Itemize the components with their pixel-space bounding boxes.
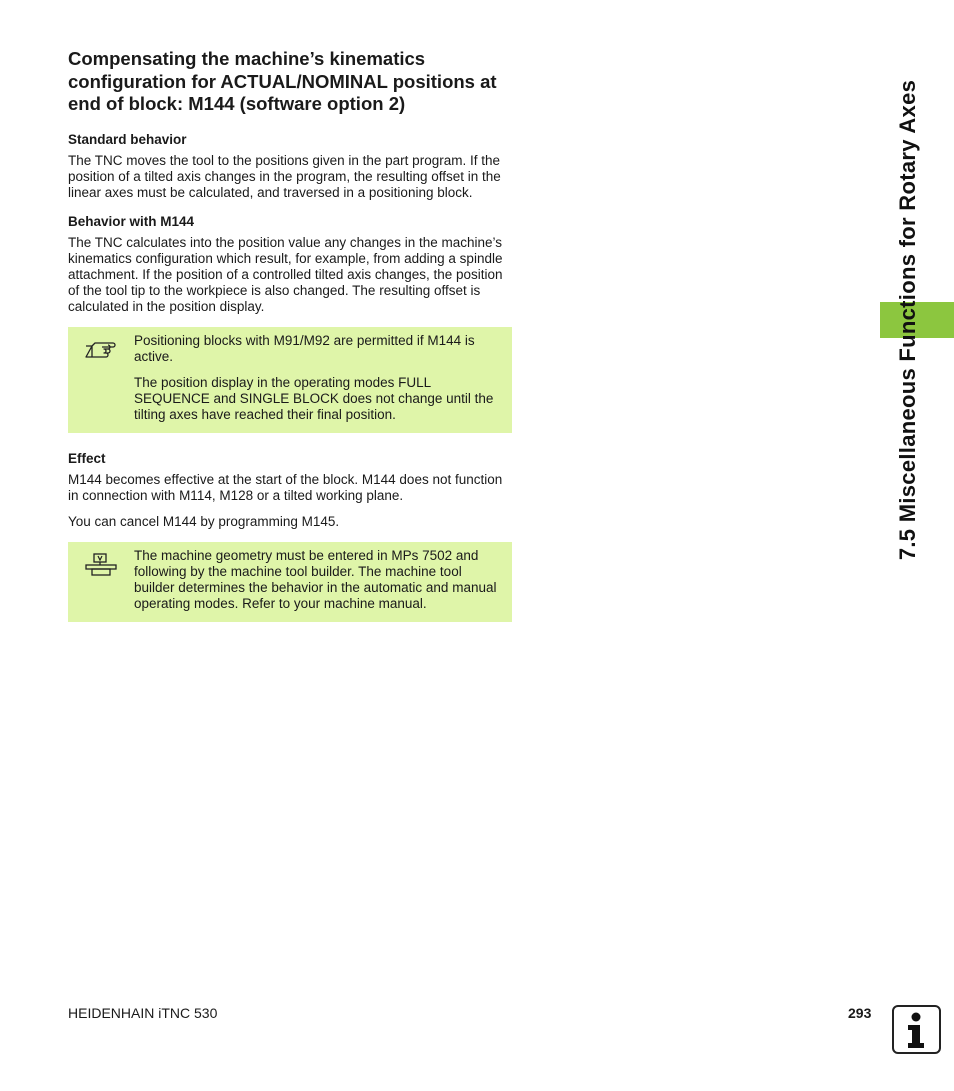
standard-behavior-heading: Standard behavior <box>68 131 187 147</box>
note-box-machine <box>68 542 512 622</box>
note1-para2: The position display in the operating modes FULL SEQUENCE and SINGLE BLOCK does not change until the tilting axes have reached their final position. <box>134 374 494 422</box>
footer-product: HEIDENHAIN iTNC 530 <box>68 1005 218 1021</box>
chapter-title: 7.5 Miscellaneous Functions for Rotary Axes <box>895 79 920 561</box>
behavior-m144-text: The TNC calculates into the position value any changes in the machine’s kinematics configuration which result, for example, from adding a spindle attachment. If the position of a controlled tilted axis changes, the position of the tool tip to the workpiece is also changed. The resulting offset is calculated in the position display. <box>68 234 503 314</box>
standard-behavior-text: The TNC moves the tool to the positions given in the part program. If the position of a tilted axis changes in the program, the resulting offset in the linear axes must be calculated, and traversed in a positioning block. <box>68 152 501 200</box>
note1-para1: Positioning blocks with M91/M92 are permitted if M144 is active. <box>134 332 475 364</box>
page-content <box>68 48 512 640</box>
effect-heading: Effect <box>68 450 106 466</box>
section-title: Compensating the machine’s kinematics configuration for ACTUAL/NOMINAL positions at end of block: M144 (software option 2) <box>68 48 497 114</box>
hand-pointer-icon <box>68 333 134 427</box>
note-box-hand <box>68 327 512 433</box>
effect-text-2: You can cancel M144 by programming M145. <box>68 513 340 529</box>
effect-text-1: M144 becomes effective at the start of the block. M144 does not function in connection with M114, M128 or a tilted working plane. <box>68 471 503 503</box>
machine-icon <box>68 548 134 616</box>
note2-para1: The machine geometry must be entered in MPs 7502 and following by the machine tool builder. The machine tool builder determines the behavior in the automatic and manual operating modes. Refer to your machine manual. <box>134 547 497 611</box>
page-number: 293 <box>848 1005 872 1021</box>
behavior-m144-heading: Behavior with M144 <box>68 213 195 229</box>
info-icon <box>892 1005 941 1054</box>
